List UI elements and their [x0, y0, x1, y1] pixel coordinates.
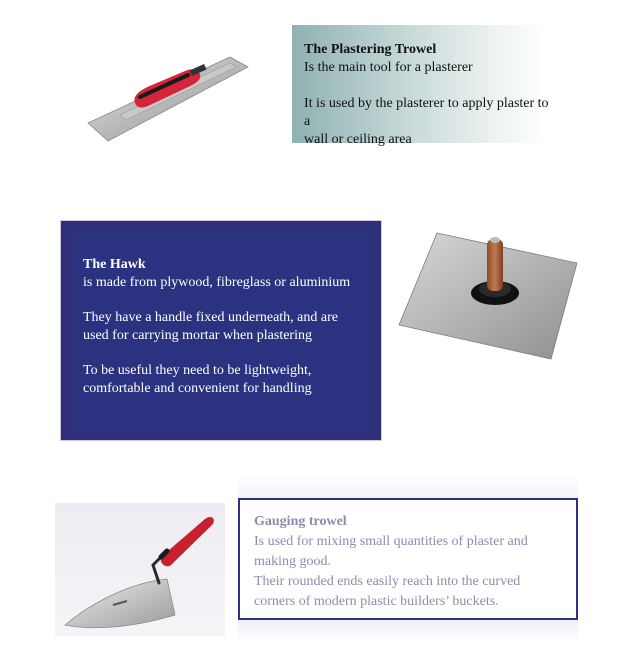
gauging-trowel-title: Gauging trowel: [254, 514, 347, 529]
hawk-title: The Hawk: [83, 257, 146, 272]
hawk-textbox: [71, 230, 372, 432]
gauging-trowel-textbox: [238, 498, 578, 620]
hawk-line: used for carrying mortar when plastering: [83, 328, 312, 343]
hawk-line: comfortable and convenient for handling: [83, 381, 312, 396]
hawk-image: [395, 225, 585, 365]
hawk-line: To be useful they need to be lightweight,: [83, 363, 312, 378]
hawk-line: They have a handle fixed underneath, and are: [83, 310, 338, 325]
hawk-line: is made from plywood, fibreglass or aluminium: [83, 275, 351, 290]
plastering-trowel-textbox: [292, 25, 550, 147]
plastering-trowel-image: [80, 45, 250, 155]
gauging-trowel-image: [55, 503, 225, 636]
plastering-trowel-line: Is the main tool for a plasterer: [304, 60, 473, 75]
gauging-trowel-line: making good.: [254, 554, 331, 569]
gauging-trowel-line: corners of modern plastic builders’ buckets.: [254, 594, 499, 609]
plastering-trowel-line: wall or ceiling area: [304, 132, 412, 147]
gauging-trowel-line: Their rounded ends easily reach into the curved: [254, 574, 521, 589]
gauging-trowel-line: Is used for mixing small quantities of plaster and: [254, 534, 528, 549]
plastering-trowel-title: The Plastering Trowel: [304, 42, 437, 57]
plastering-trowel-line: It is used by the plasterer to apply plaster to a: [304, 96, 549, 129]
